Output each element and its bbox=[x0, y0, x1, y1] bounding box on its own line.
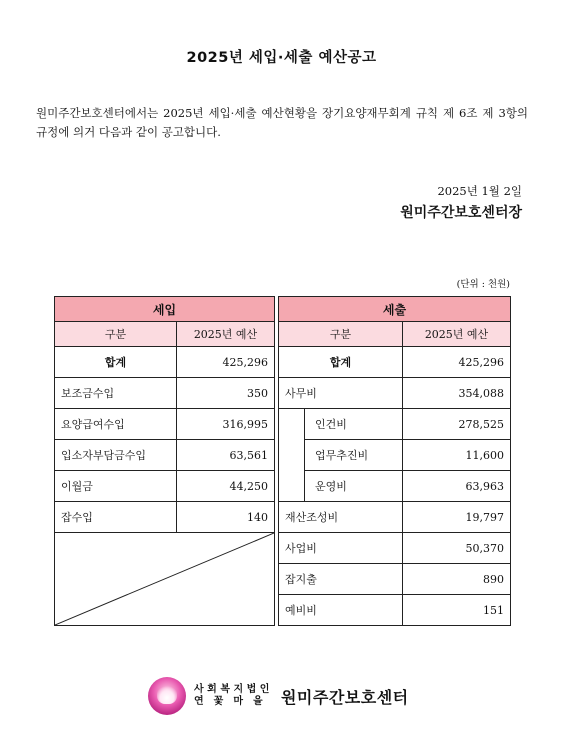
unit-label: (단위 : 천원) bbox=[456, 279, 510, 290]
expense-subrow-label: 업무추진비 bbox=[305, 440, 403, 471]
expense-row-label: 사무비 bbox=[279, 378, 403, 409]
org-affiliation bbox=[194, 684, 273, 708]
income-total-value: 425,296 bbox=[177, 347, 275, 378]
signer: 원미주간보호센터장 bbox=[400, 205, 522, 221]
expense-subrow-label: 운영비 bbox=[305, 471, 403, 502]
expense-row-label: 잡지출 bbox=[279, 564, 403, 595]
notice-date: 2025년 1월 2일 bbox=[437, 184, 522, 198]
expense-row-value: 278,525 bbox=[403, 409, 511, 440]
income-row-value: 63,561 bbox=[177, 440, 275, 471]
income-col-category: 구분 bbox=[55, 322, 177, 347]
total-row bbox=[55, 347, 511, 378]
income-row-label: 보조금수입 bbox=[55, 378, 177, 409]
expense-row-value: 19,797 bbox=[403, 502, 511, 533]
budget-table bbox=[54, 296, 511, 626]
table-row bbox=[55, 502, 511, 533]
expense-row-value: 11,600 bbox=[403, 440, 511, 471]
income-col-budget: 2025년 예산 bbox=[177, 322, 275, 347]
expense-col-category: 구분 bbox=[279, 322, 403, 347]
expense-row-value: 50,370 bbox=[403, 533, 511, 564]
expense-row-label: 재산조성비 bbox=[279, 502, 403, 533]
diagonal-line bbox=[55, 533, 274, 625]
org-name: 원미주간보호센터 bbox=[280, 687, 409, 707]
expense-row-value: 151 bbox=[403, 595, 511, 626]
org-line2: 연꽃마을 bbox=[194, 696, 273, 707]
income-row-label: 잡수입 bbox=[55, 502, 177, 533]
expense-total-label: 합계 bbox=[279, 347, 403, 378]
table-row bbox=[55, 533, 511, 564]
expense-row-value: 890 bbox=[403, 564, 511, 595]
income-row-value: 350 bbox=[177, 378, 275, 409]
expense-row-label: 사업비 bbox=[279, 533, 403, 564]
income-row-value: 140 bbox=[177, 502, 275, 533]
footer bbox=[148, 676, 409, 716]
income-row-label: 입소자부담금수입 bbox=[55, 440, 177, 471]
expense-col-budget: 2025년 예산 bbox=[403, 322, 511, 347]
org-line1: 사회복지법인 bbox=[194, 684, 273, 695]
expense-header: 세출 bbox=[279, 297, 511, 322]
income-row-label: 이월금 bbox=[55, 471, 177, 502]
indent-cell bbox=[279, 409, 305, 502]
table-row bbox=[55, 378, 511, 409]
expense-row-value: 354,088 bbox=[403, 378, 511, 409]
expense-total-value: 425,296 bbox=[403, 347, 511, 378]
income-row-value: 316,995 bbox=[177, 409, 275, 440]
expense-subrow-label: 인건비 bbox=[305, 409, 403, 440]
empty-diagonal-cell bbox=[55, 533, 275, 626]
intro-paragraph: 원미주간보호센터에서는 2025년 세입·세출 예산현황을 장기요양재무회계 규칙 제 6조 제 3항의 규정에 의거 다음과 같이 공고합니다. bbox=[36, 106, 528, 139]
income-row-value: 44,250 bbox=[177, 471, 275, 502]
expense-row-label: 예비비 bbox=[279, 595, 403, 626]
income-row-label: 요양급여수입 bbox=[55, 409, 177, 440]
expense-row-value: 63,963 bbox=[403, 471, 511, 502]
income-total-label: 합계 bbox=[55, 347, 177, 378]
income-header: 세입 bbox=[55, 297, 275, 322]
table-row bbox=[55, 409, 511, 440]
lotus-logo-icon bbox=[148, 677, 186, 715]
page-title: 2025년 세입·세출 예산공고 bbox=[186, 50, 377, 66]
